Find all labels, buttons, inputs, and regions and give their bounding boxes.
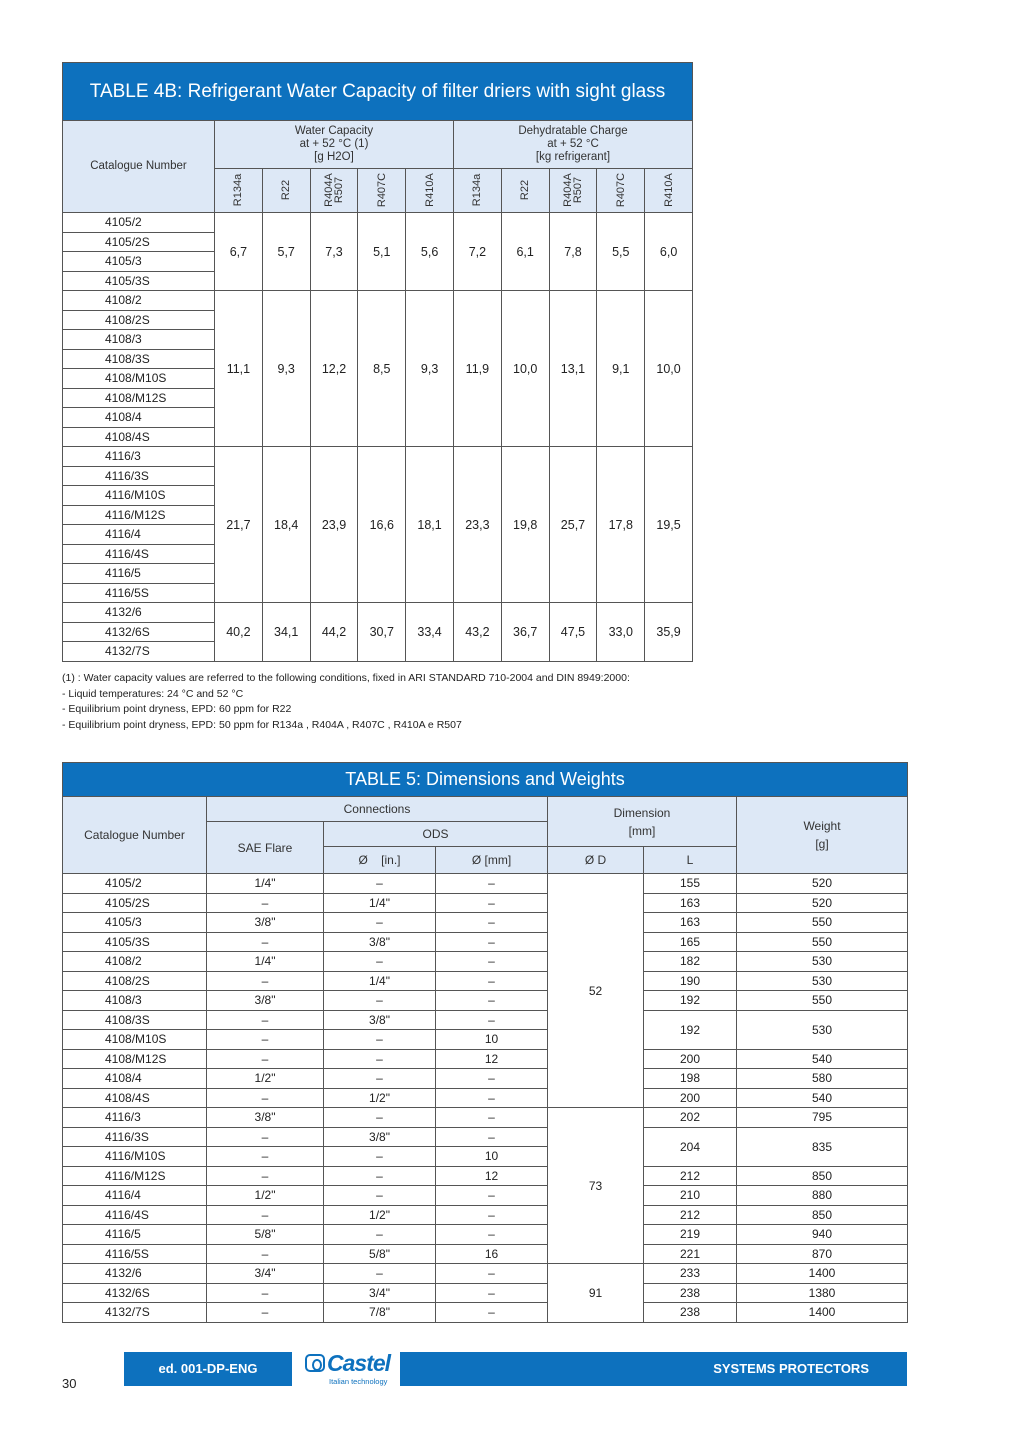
water-capacity-value: 8,5	[358, 291, 406, 447]
ods-inch-value: –	[324, 991, 436, 1011]
water-capacity-value: 30,7	[358, 603, 406, 662]
catalogue-number: 4108/4S	[63, 427, 215, 447]
weight-value: 540	[737, 1049, 908, 1069]
dehydratable-charge-value: 19,8	[501, 447, 549, 603]
weight-value: 580	[737, 1069, 908, 1089]
dehydratable-charge-value: 23,3	[453, 447, 501, 603]
catalogue-number: 4108/2	[63, 291, 215, 311]
ods-inch-value: –	[324, 1186, 436, 1206]
ods-mm-value: –	[436, 913, 548, 933]
table-row	[63, 1205, 908, 1225]
weight-value: 550	[737, 913, 908, 933]
weight-value: 550	[737, 932, 908, 952]
weight-value: 520	[737, 874, 908, 894]
table-row	[63, 1225, 908, 1245]
weight-value: 850	[737, 1205, 908, 1225]
refrigerant-header	[406, 169, 454, 213]
ods-mm-value: 12	[436, 1166, 548, 1186]
sae-flare-value: –	[207, 1147, 324, 1167]
table-row	[63, 1108, 908, 1128]
dehydratable-charge-value: 25,7	[549, 447, 597, 603]
catalogue-number: 4116/4S	[63, 544, 215, 564]
catalogue-number: 4105/2S	[63, 893, 207, 913]
diameter-header: Ø D	[548, 847, 644, 874]
edition-bar: ed. 001-DP-ENG	[124, 1352, 292, 1386]
water-capacity-value: 34,1	[262, 603, 310, 662]
catalogue-number: 4105/2S	[63, 232, 215, 252]
length-value: 192	[644, 991, 737, 1011]
table-row	[63, 1069, 908, 1089]
dehydratable-charge-value: 6,1	[501, 213, 549, 291]
length-value: 221	[644, 1244, 737, 1264]
table-row	[63, 1010, 908, 1030]
catalogue-number: 4108/M12S	[63, 388, 215, 408]
weight-value: 880	[737, 1186, 908, 1206]
catalogue-number: 4132/6	[63, 603, 215, 623]
water-capacity-value: 9,3	[262, 291, 310, 447]
table-row	[63, 952, 908, 972]
length-value: 233	[644, 1264, 737, 1284]
ods-inch-value: 1/4"	[324, 971, 436, 991]
weight-value: 1400	[737, 1303, 908, 1323]
sae-flare-value: –	[207, 1127, 324, 1147]
sae-flare-value: 1/4"	[207, 874, 324, 894]
dehydratable-charge-value: 10,0	[501, 291, 549, 447]
sae-flare-value: –	[207, 1244, 324, 1264]
diameter-value: 91	[548, 1264, 644, 1323]
catalogue-number: 4116/4S	[63, 1205, 207, 1225]
weight-value: 940	[737, 1225, 908, 1245]
refrigerant-header	[549, 169, 597, 213]
catalogue-number: 4116/5S	[63, 1244, 207, 1264]
catalogue-number-header: Catalogue Number	[63, 121, 215, 213]
catalogue-number: 4132/6S	[63, 622, 215, 642]
ods-mm-value: –	[436, 1283, 548, 1303]
dehydratable-charge-value: 9,1	[597, 291, 645, 447]
refrigerant-header	[597, 169, 645, 213]
catalogue-number: 4108/M10S	[63, 369, 215, 389]
ods-mm-value: –	[436, 1186, 548, 1206]
water-capacity-value: 16,6	[358, 447, 406, 603]
ods-inch-value: 3/8"	[324, 1127, 436, 1147]
ods-header: ODS	[324, 822, 548, 847]
ods-mm-value: –	[436, 893, 548, 913]
catalogue-number: 4116/5S	[63, 583, 215, 603]
catalogue-number: 4116/3	[63, 447, 215, 467]
refrigerant-label: R410A	[423, 173, 436, 207]
ods-inch-value: 3/8"	[324, 1010, 436, 1030]
refrigerant-header	[310, 169, 358, 213]
catalogue-number: 4105/3S	[63, 271, 215, 291]
ods-mm-value: –	[436, 932, 548, 952]
catalogue-number: 4116/4	[63, 525, 215, 545]
catalogue-number: 4132/7S	[63, 642, 215, 662]
weight-value: 1380	[737, 1283, 908, 1303]
sae-flare-header: SAE Flare	[207, 822, 324, 874]
catalogue-number: 4105/3S	[63, 932, 207, 952]
sae-flare-value: –	[207, 971, 324, 991]
water-capacity-value: 21,7	[215, 447, 263, 603]
catalogue-number: 4116/3S	[63, 1127, 207, 1147]
sae-flare-value: –	[207, 1205, 324, 1225]
water-capacity-value: 12,2	[310, 291, 358, 447]
catalogue-number: 4108/2S	[63, 971, 207, 991]
dehydratable-charge-value: 5,5	[597, 213, 645, 291]
refrigerant-label: R407C	[375, 172, 388, 208]
length-value: 163	[644, 913, 737, 933]
catalogue-number: 4132/6	[63, 1264, 207, 1284]
table-row	[63, 1244, 908, 1264]
sae-flare-value: 3/8"	[207, 913, 324, 933]
catalogue-number: 4108/2	[63, 952, 207, 972]
water-capacity-value: 23,9	[310, 447, 358, 603]
refrigerant-header	[501, 169, 549, 213]
weight-value: 530	[737, 971, 908, 991]
dehydratable-charge-value: 11,9	[453, 291, 501, 447]
brand-tagline: Italian technology	[329, 1377, 388, 1386]
ods-mm-value: –	[436, 1010, 548, 1030]
water-capacity-value: 18,1	[406, 447, 454, 603]
note-line: - Equilibrium point dryness, EPD: 60 ppm for R22	[62, 703, 292, 715]
weight-value: 835	[737, 1127, 908, 1166]
sae-flare-value: –	[207, 893, 324, 913]
water-capacity-value: 5,7	[262, 213, 310, 291]
ods-inch-value: –	[324, 1069, 436, 1089]
refrigerant-label: R410A	[662, 173, 675, 207]
catalogue-number: 4105/3	[63, 252, 215, 272]
length-value: 165	[644, 932, 737, 952]
catalogue-number: 4105/2	[63, 213, 215, 233]
catalogue-number: 4105/2	[63, 874, 207, 894]
dehydratable-charge-value: 7,8	[549, 213, 597, 291]
weight-header: Weight [g]	[737, 797, 908, 874]
length-value: 204	[644, 1127, 737, 1166]
ods-mm-value: –	[436, 1303, 548, 1323]
catalogue-number: 4116/4	[63, 1186, 207, 1206]
castel-logo	[305, 1350, 397, 1390]
ods-inch-header: Ø [in.]	[324, 847, 436, 874]
diameter-value: 73	[548, 1108, 644, 1264]
ods-mm-value: –	[436, 971, 548, 991]
table-row	[63, 991, 908, 1011]
length-value: 182	[644, 952, 737, 972]
table-row	[63, 213, 693, 233]
length-header: L	[644, 847, 737, 874]
catalogue-number: 4108/4S	[63, 1088, 207, 1108]
weight-value: 540	[737, 1088, 908, 1108]
ods-inch-value: 5/8"	[324, 1244, 436, 1264]
ods-inch-value: –	[324, 874, 436, 894]
weight-value: 530	[737, 1010, 908, 1049]
dehydratable-charge-value: 6,0	[645, 213, 693, 291]
ods-mm-value: 12	[436, 1049, 548, 1069]
ods-mm-value: –	[436, 1127, 548, 1147]
ods-mm-value: –	[436, 1264, 548, 1284]
sae-flare-value: 1/2"	[207, 1186, 324, 1206]
weight-value: 550	[737, 991, 908, 1011]
refrigerant-header	[215, 169, 263, 213]
catalogue-number: 4116/M12S	[63, 505, 215, 525]
catalogue-number: 4108/M10S	[63, 1030, 207, 1050]
water-capacity-value: 6,7	[215, 213, 263, 291]
catalogue-number: 4132/7S	[63, 1303, 207, 1323]
dehydratable-charge-value: 36,7	[501, 603, 549, 662]
sae-flare-value: –	[207, 1088, 324, 1108]
refrigerant-header	[262, 169, 310, 213]
catalogue-number: 4108/2S	[63, 310, 215, 330]
refrigerant-label: R22	[280, 179, 293, 201]
sae-flare-value: 3/8"	[207, 1108, 324, 1128]
water-capacity-value: 44,2	[310, 603, 358, 662]
dehydratable-charge-value: 13,1	[549, 291, 597, 447]
ods-mm-header: Ø [mm]	[436, 847, 548, 874]
table-4b-title: TABLE 4B: Refrigerant Water Capacity of filter driers with sight glass	[63, 63, 693, 121]
water-capacity-value: 11,1	[215, 291, 263, 447]
length-value: 219	[644, 1225, 737, 1245]
catalogue-number-header: Catalogue Number	[63, 797, 207, 874]
diameter-value: 52	[548, 874, 644, 1108]
weight-value: 1400	[737, 1264, 908, 1284]
sae-flare-value: 1/4"	[207, 952, 324, 972]
ods-inch-value: –	[324, 952, 436, 972]
table-row	[63, 447, 693, 467]
table-4b	[62, 62, 693, 662]
catalogue-number: 4116/5	[63, 564, 215, 584]
weight-value: 795	[737, 1108, 908, 1128]
catalogue-number: 4108/M12S	[63, 1049, 207, 1069]
sae-flare-value: –	[207, 932, 324, 952]
brand-name: Castel	[327, 1350, 391, 1376]
table-5	[62, 762, 908, 1323]
ods-inch-value: –	[324, 1225, 436, 1245]
sae-flare-value: –	[207, 1030, 324, 1050]
ods-mm-value: 10	[436, 1030, 548, 1050]
ods-mm-value: –	[436, 1088, 548, 1108]
sae-flare-value: –	[207, 1166, 324, 1186]
weight-value: 850	[737, 1166, 908, 1186]
ods-inch-value: 3/8"	[324, 932, 436, 952]
sae-flare-value: –	[207, 1283, 324, 1303]
refrigerant-header	[645, 169, 693, 213]
connections-header: Connections	[207, 797, 548, 822]
catalogue-number: 4116/3S	[63, 466, 215, 486]
refrigerant-header	[358, 169, 406, 213]
dehydratable-charge-value: 33,0	[597, 603, 645, 662]
length-value: 190	[644, 971, 737, 991]
water-capacity-value: 40,2	[215, 603, 263, 662]
dehydratable-charge-value: 17,8	[597, 447, 645, 603]
weight-value: 530	[737, 952, 908, 972]
table-row	[63, 1303, 908, 1323]
dehydratable-charge-value: 19,5	[645, 447, 693, 603]
length-value: 212	[644, 1205, 737, 1225]
length-value: 155	[644, 874, 737, 894]
ods-mm-value: –	[436, 991, 548, 1011]
ods-inch-value: 3/4"	[324, 1283, 436, 1303]
sae-flare-value: –	[207, 1010, 324, 1030]
ods-inch-value: –	[324, 1108, 436, 1128]
table-row	[63, 291, 693, 311]
catalogue-number: 4105/3	[63, 913, 207, 933]
ods-inch-value: 7/8"	[324, 1303, 436, 1323]
table-row	[63, 893, 908, 913]
catalogue-number: 4132/6S	[63, 1283, 207, 1303]
table-row	[63, 932, 908, 952]
dehydratable-charge-value: 35,9	[645, 603, 693, 662]
length-value: 163	[644, 893, 737, 913]
sae-flare-value: 3/4"	[207, 1264, 324, 1284]
table-row	[63, 1264, 908, 1284]
dehydratable-charge-value: 47,5	[549, 603, 597, 662]
sae-flare-value: 3/8"	[207, 991, 324, 1011]
table-row	[63, 1127, 908, 1147]
table-row	[63, 971, 908, 991]
note-line: (1) : Water capacity values are referred to the following conditions, fixed in ARI STANDARD 710-2004 and DIN 8949:2000:	[62, 672, 630, 684]
length-value: 200	[644, 1049, 737, 1069]
table-row	[63, 1088, 908, 1108]
catalogue-number: 4108/4	[63, 1069, 207, 1089]
refrigerant-label: R404A R507	[322, 172, 345, 207]
table-row	[63, 1283, 908, 1303]
ods-mm-value: 10	[436, 1147, 548, 1167]
refrigerant-header	[453, 169, 501, 213]
refrigerant-label: R134a	[232, 173, 245, 207]
length-value: 212	[644, 1166, 737, 1186]
length-value: 238	[644, 1283, 737, 1303]
table-row	[63, 603, 693, 623]
note-line: - Liquid temperatures: 24 °C and 52 °C	[62, 687, 244, 700]
catalogue-number: 4108/4	[63, 408, 215, 428]
dehydratable-charge-header: Dehydratable Charge at + 52 °C [kg refrigerant]	[453, 121, 692, 169]
ods-inch-value: –	[324, 1166, 436, 1186]
catalogue-number: 4116/3	[63, 1108, 207, 1128]
weight-value: 520	[737, 893, 908, 913]
catalogue-number: 4108/3S	[63, 349, 215, 369]
catalogue-number: 4108/3	[63, 991, 207, 1011]
section-bar: SYSTEMS PROTECTORS	[400, 1352, 907, 1386]
table-row	[63, 874, 908, 894]
water-capacity-value: 5,1	[358, 213, 406, 291]
water-capacity-value: 33,4	[406, 603, 454, 662]
length-value: 198	[644, 1069, 737, 1089]
note-line: - Equilibrium point dryness, EPD: 50 ppm for R134a , R404A , R407C , R410A e R507	[62, 718, 462, 731]
ods-mm-value: –	[436, 1205, 548, 1225]
refrigerant-label: R404A R507	[561, 172, 584, 207]
ods-inch-value: 1/2"	[324, 1205, 436, 1225]
sae-flare-value: 1/2"	[207, 1069, 324, 1089]
length-value: 200	[644, 1088, 737, 1108]
table-row	[63, 1186, 908, 1206]
catalogue-number: 4116/M10S	[63, 1147, 207, 1167]
length-value: 202	[644, 1108, 737, 1128]
table-row	[63, 1166, 908, 1186]
water-capacity-value: 9,3	[406, 291, 454, 447]
length-value: 210	[644, 1186, 737, 1206]
castel-logo-icon	[305, 1354, 325, 1372]
ods-mm-value: –	[436, 874, 548, 894]
catalogue-number: 4108/3	[63, 330, 215, 350]
length-value: 192	[644, 1010, 737, 1049]
catalogue-number: 4108/3S	[63, 1010, 207, 1030]
refrigerant-label: R134a	[471, 173, 484, 207]
dehydratable-charge-value: 10,0	[645, 291, 693, 447]
water-capacity-value: 5,6	[406, 213, 454, 291]
ods-mm-value: –	[436, 952, 548, 972]
ods-inch-value: –	[324, 1264, 436, 1284]
ods-mm-value: –	[436, 1069, 548, 1089]
ods-inch-value: –	[324, 1147, 436, 1167]
weight-value: 870	[737, 1244, 908, 1264]
dehydratable-charge-value: 43,2	[453, 603, 501, 662]
table-row	[63, 1049, 908, 1069]
dimension-header: Dimension [mm]	[548, 797, 737, 847]
ods-inch-value: 1/2"	[324, 1088, 436, 1108]
ods-inch-value: –	[324, 1030, 436, 1050]
sae-flare-value: –	[207, 1049, 324, 1069]
ods-mm-value: –	[436, 1108, 548, 1128]
table-5-title: TABLE 5: Dimensions and Weights	[63, 763, 908, 797]
water-capacity-value: 18,4	[262, 447, 310, 603]
ods-inch-value: 1/4"	[324, 893, 436, 913]
table-row	[63, 913, 908, 933]
page-number: 30	[62, 1376, 77, 1391]
catalogue-number: 4116/M12S	[63, 1166, 207, 1186]
ods-inch-value: –	[324, 1049, 436, 1069]
ods-mm-value: 16	[436, 1244, 548, 1264]
ods-mm-value: –	[436, 1225, 548, 1245]
length-value: 238	[644, 1303, 737, 1323]
sae-flare-value: 5/8"	[207, 1225, 324, 1245]
sae-flare-value: –	[207, 1303, 324, 1323]
catalogue-number: 4116/5	[63, 1225, 207, 1245]
water-capacity-value: 7,3	[310, 213, 358, 291]
ods-inch-value: –	[324, 913, 436, 933]
dehydratable-charge-value: 7,2	[453, 213, 501, 291]
water-capacity-header: Water Capacity at + 52 °C (1) [g H2O]	[215, 121, 454, 169]
refrigerant-label: R407C	[614, 172, 627, 208]
table-4b-notes	[62, 671, 702, 733]
refrigerant-label: R22	[519, 179, 532, 201]
catalogue-number: 4116/M10S	[63, 486, 215, 506]
